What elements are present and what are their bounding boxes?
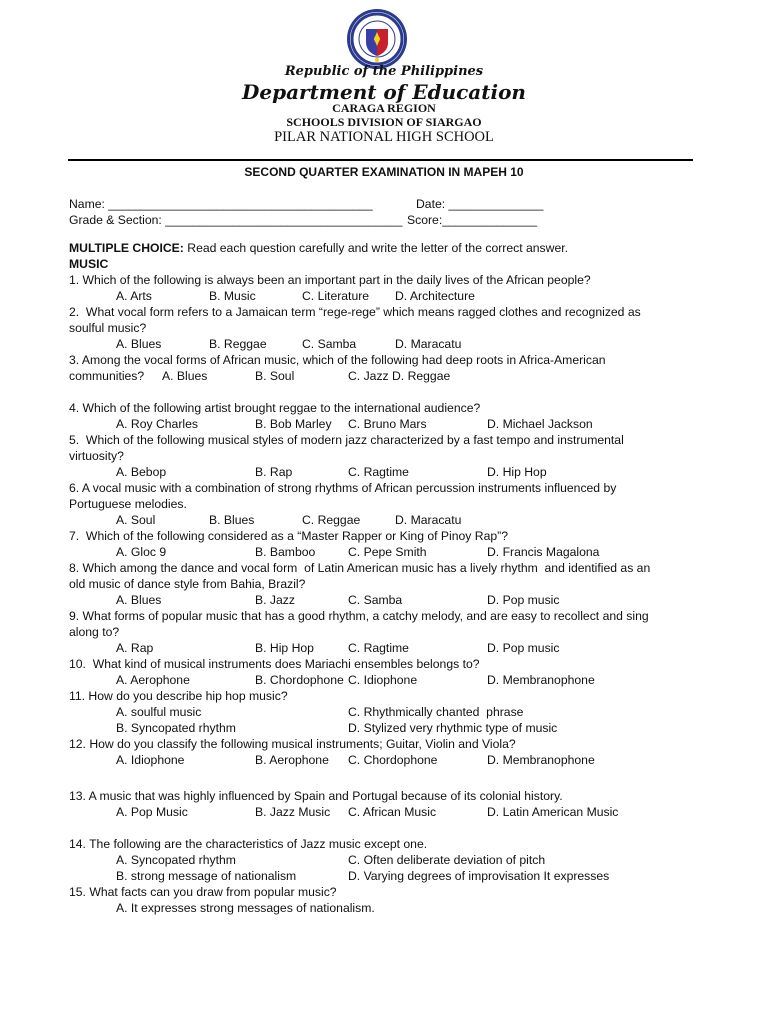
answer-choice: A. Roy Charles: [116, 417, 198, 431]
question-text: 2. What vocal form refers to a Jamaican term “rege-rege” which means ragged clothes and recognized as: [69, 305, 641, 319]
answer-choice: B. Rap: [255, 465, 293, 479]
question-text: 6. A vocal music with a combination of strong rhythms of African percussion instruments influenced by: [69, 481, 617, 495]
question-text: communities?: [69, 369, 145, 383]
question-text: soulful music?: [69, 321, 147, 335]
answer-choice: C. African Music: [348, 805, 437, 819]
multiple-choice-label: MULTIPLE CHOICE:: [69, 241, 184, 255]
answer-choice: C. Ragtime: [348, 465, 409, 479]
answer-choice: A. Blues: [116, 337, 162, 351]
name-field-label: Name: _______________________________________: [69, 197, 373, 211]
answer-choice: C. Jazz: [348, 369, 389, 383]
question-text: old music of dance style from Bahia, Brazil?: [69, 577, 306, 591]
answer-choice: B. Bamboo: [255, 545, 316, 559]
answer-choice: B. Reggae: [209, 337, 267, 351]
question-text: 13. A music that was highly influenced by Spain and Portugal because of its colonial history.: [69, 789, 563, 803]
answer-choice: D. Reggae: [392, 369, 451, 383]
question-text: virtuosity?: [69, 449, 124, 463]
answer-choice: B. Aerophone: [255, 753, 329, 767]
answer-choice: C. Reggae: [302, 513, 361, 527]
answer-choice: A. Aerophone: [116, 673, 190, 687]
answer-choice: D. Membranophone: [487, 673, 595, 687]
answer-choice: B. Music: [209, 289, 256, 303]
question-text: 5. Which of the following musical styles of modern jazz characterized by a fast tempo and instrumental: [69, 433, 624, 447]
answer-choice: C. Idiophone: [348, 673, 418, 687]
department-heading: Department of Education: [242, 80, 526, 104]
answer-choice: D. Architecture: [395, 289, 475, 303]
answer-choice: A. Pop Music: [116, 805, 188, 819]
question-text: 11. How do you describe hip hop music?: [69, 689, 288, 703]
question-text: 12. How do you classify the following musical instruments; Guitar, Violin and Viola?: [69, 737, 516, 751]
answer-choice: C. Bruno Mars: [348, 417, 427, 431]
answer-choice: A. Arts: [116, 289, 152, 303]
deped-seal-icon: [346, 8, 408, 70]
answer-choice: B. Bob Marley: [255, 417, 332, 431]
answer-choice: A. soulful music: [116, 705, 202, 719]
answer-choice: D. Varying degrees of improvisation It expresses: [348, 869, 610, 883]
answer-choice: C. Samba: [302, 337, 357, 351]
question-text: along to?: [69, 625, 120, 639]
section-music-label: MUSIC: [69, 257, 109, 271]
answer-choice: D. Francis Magalona: [487, 545, 600, 559]
answer-choice: D. Pop music: [487, 593, 560, 607]
answer-choice: C. Often deliberate deviation of pitch: [348, 853, 546, 867]
answer-choice: A. It expresses strong messages of nationalism.: [116, 901, 375, 915]
answer-choice: C. Literature: [302, 289, 370, 303]
question-text: 9. What forms of popular music that has a good rhythm, a catchy melody, and are easy to recollect and sing: [69, 609, 649, 623]
school-heading: PILAR NATIONAL HIGH SCHOOL: [274, 129, 494, 145]
answer-choice: A. Blues: [116, 593, 162, 607]
question-text: 1. Which of the following is always been an important part in the daily lives of the African people?: [69, 273, 591, 287]
answer-choice: A. Idiophone: [116, 753, 185, 767]
answer-choice: C. Pepe Smith: [348, 545, 427, 559]
answer-choice: D. Michael Jackson: [487, 417, 593, 431]
question-text: 10. What kind of musical instruments does Mariachi ensembles belongs to?: [69, 657, 480, 671]
answer-choice: B. Jazz Music: [255, 805, 331, 819]
answer-choice: A. Syncopated rhythm: [116, 853, 236, 867]
answer-choice: B. Blues: [209, 513, 255, 527]
question-text: 4. Which of the following artist brought reggae to the international audience?: [69, 401, 481, 415]
instructions-text: Read each question carefully and write the letter of the correct answer.: [183, 241, 568, 255]
question-text: Portuguese melodies.: [69, 497, 187, 511]
answer-choice: C. Chordophone: [348, 753, 438, 767]
answer-choice: B. Chordophone: [255, 673, 344, 687]
header-divider: [68, 159, 693, 161]
answer-choice: B. Syncopated rhythm: [116, 721, 236, 735]
answer-choice: A. Soul: [116, 513, 156, 527]
answer-choice: A. Rap: [116, 641, 154, 655]
answer-choice: C. Ragtime: [348, 641, 409, 655]
answer-choice: D. Maracatu: [395, 337, 462, 351]
division-heading: SCHOOLS DIVISION OF SIARGAO: [286, 115, 482, 129]
answer-choice: D. Stylized very rhythmic type of music: [348, 721, 558, 735]
answer-choice: A. Gloc 9: [116, 545, 167, 559]
answer-choice: D. Pop music: [487, 641, 560, 655]
score-field-label: Score:______________: [407, 213, 538, 227]
question-text: 7. Which of the following considered as a “Master Rapper or King of Pinoy Rap”?: [69, 529, 508, 543]
question-text: 3. Among the vocal forms of African music, which of the following had deep roots in Africa-American: [69, 353, 606, 367]
instructions: [69, 240, 568, 256]
answer-choice: C. Samba: [348, 593, 403, 607]
answer-choice: B. Hip Hop: [255, 641, 314, 655]
question-text: 8. Which among the dance and vocal form of Latin American music has a lively rhythm and identified as an: [69, 561, 651, 575]
answer-choice: D. Hip Hop: [487, 465, 547, 479]
answer-choice: B. strong message of nationalism: [116, 869, 297, 883]
date-field-label: Date: ______________: [416, 197, 544, 211]
answer-choice: C. Rhythmically chanted phrase: [348, 705, 524, 719]
answer-choice: D. Latin American Music: [487, 805, 619, 819]
question-text: 15. What facts can you draw from popular music?: [69, 885, 337, 899]
question-text: 14. The following are the characteristics of Jazz music except one.: [69, 837, 428, 851]
answer-choice: D. Maracatu: [395, 513, 462, 527]
answer-choice: B. Soul: [255, 369, 295, 383]
grade-section-field-label: Grade & Section: ___________________________________: [69, 213, 403, 227]
answer-choice: A. Blues: [162, 369, 208, 383]
exam-title: SECOND QUARTER EXAMINATION IN MAPEH 10: [244, 165, 524, 179]
republic-heading: Republic of the Philippines: [284, 64, 484, 79]
answer-choice: D. Membranophone: [487, 753, 595, 767]
answer-choice: B. Jazz: [255, 593, 295, 607]
answer-choice: A. Bebop: [116, 465, 167, 479]
region-heading: CARAGA REGION: [332, 101, 436, 115]
